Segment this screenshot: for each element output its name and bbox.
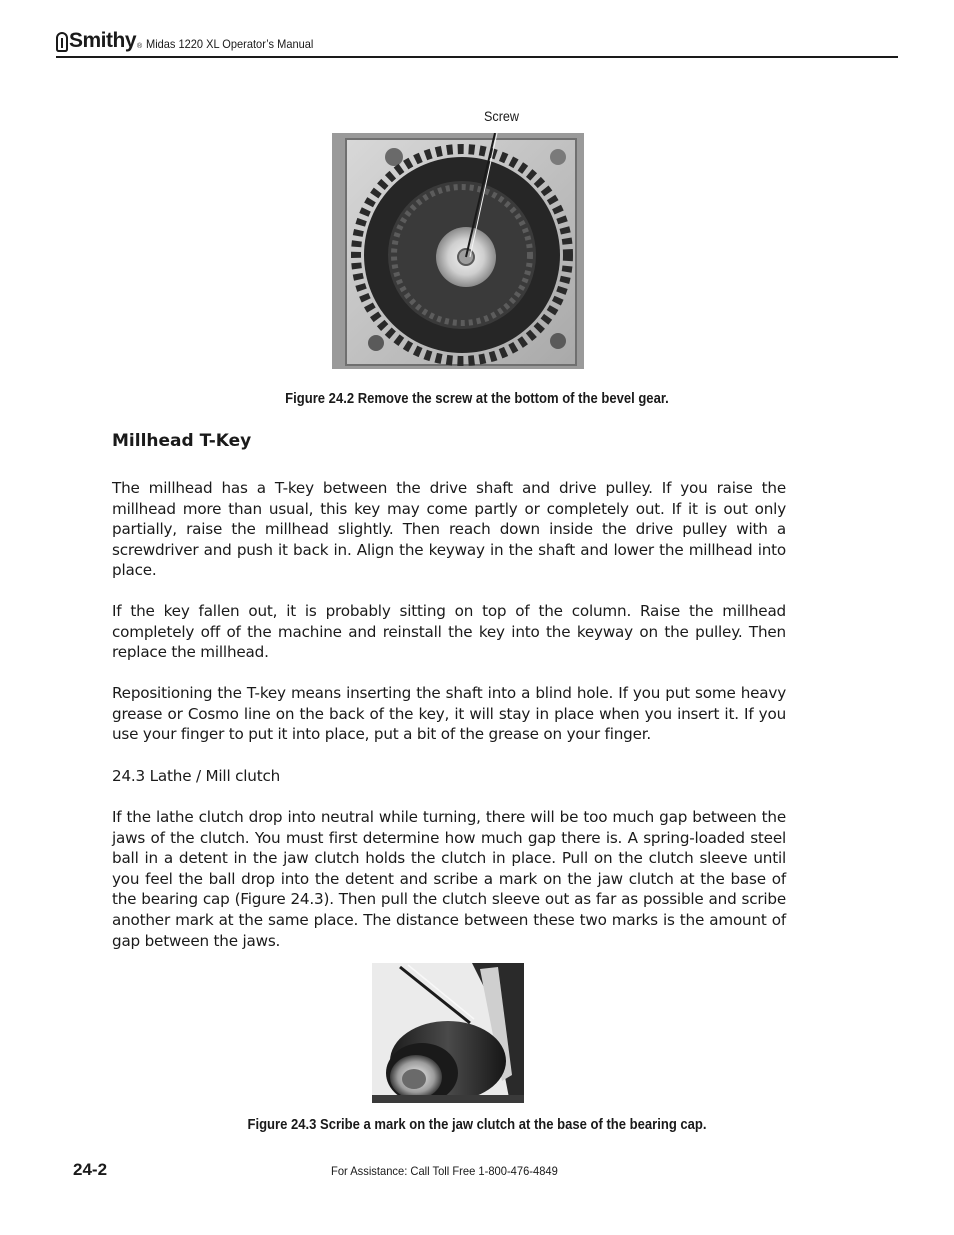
assistance-phone-line: For Assistance: Call Toll Free 1-800-476-4849	[331, 1164, 558, 1178]
bevel-gear-illustration	[332, 133, 584, 369]
section-title: Millhead T-Key	[112, 431, 252, 451]
paragraph: If the lathe clutch drop into neutral while turning, there will be too much gap between the jaws of the clutch. You must first determine how much gap there is. A spring-loaded steel ball in a detent in the jaw clutch holds the clutch in place. Pull on the clutch sleeve until you feel the ball drop into the detent and scribe a mark on the jaw clutch at the base of the bearing cap (Figure 24.3). Then pull the clutch sleeve out as far as possible and scribe another mark at the same place. The distance between these two marks is the amount of gap between the jaws.	[112, 808, 786, 950]
jaw-clutch-illustration	[372, 963, 524, 1103]
bevel-gear-photo	[332, 133, 584, 369]
logo-brand-text: Smithy	[69, 29, 137, 52]
manual-title: Midas 1220 XL Operator’s Manual	[146, 37, 314, 51]
page-header	[56, 26, 898, 58]
figure-24-3-caption: Figure 24.3 Scribe a mark on the jaw clutch at the base of the bearing cap.	[247, 1116, 707, 1133]
paragraph: The millhead has a T-key between the drive shaft and drive pulley. If you raise the millhead more than usual, this key may come partly or completely out. If it is out only partially, raise the millhead slightly. Then reach down inside the drive pulley with a screwdriver and push it back in. Align the keyway in the shaft and lower the millhead into place.	[112, 479, 786, 580]
paragraph: If the key fallen out, it is probably sitting on top of the column. Raise the millhead completely off of the machine and reinstall the key into the keyway on the pulley. Then replace the millhead.	[112, 602, 786, 662]
registered-mark: ®	[137, 43, 143, 50]
paragraph: Repositioning the T-key means inserting the shaft into a blind hole. If you put some heavy grease or Cosmo line on the back of the key, it will stay in place when you insert it. If you use your finger to put it into place, put a bit of the grease on your finger.	[112, 684, 786, 744]
figure-24-2-caption: Figure 24.2 Remove the screw at the bottom of the bevel gear.	[285, 390, 669, 407]
smithy-logo-mark-icon	[56, 32, 68, 52]
smithy-logo	[56, 26, 142, 52]
subsection-title: 24.3 Lathe / Mill clutch	[112, 767, 281, 785]
jaw-clutch-photo	[372, 963, 524, 1103]
page-number: 24-2	[73, 1160, 108, 1179]
screw-callout-label: Screw	[484, 108, 520, 124]
